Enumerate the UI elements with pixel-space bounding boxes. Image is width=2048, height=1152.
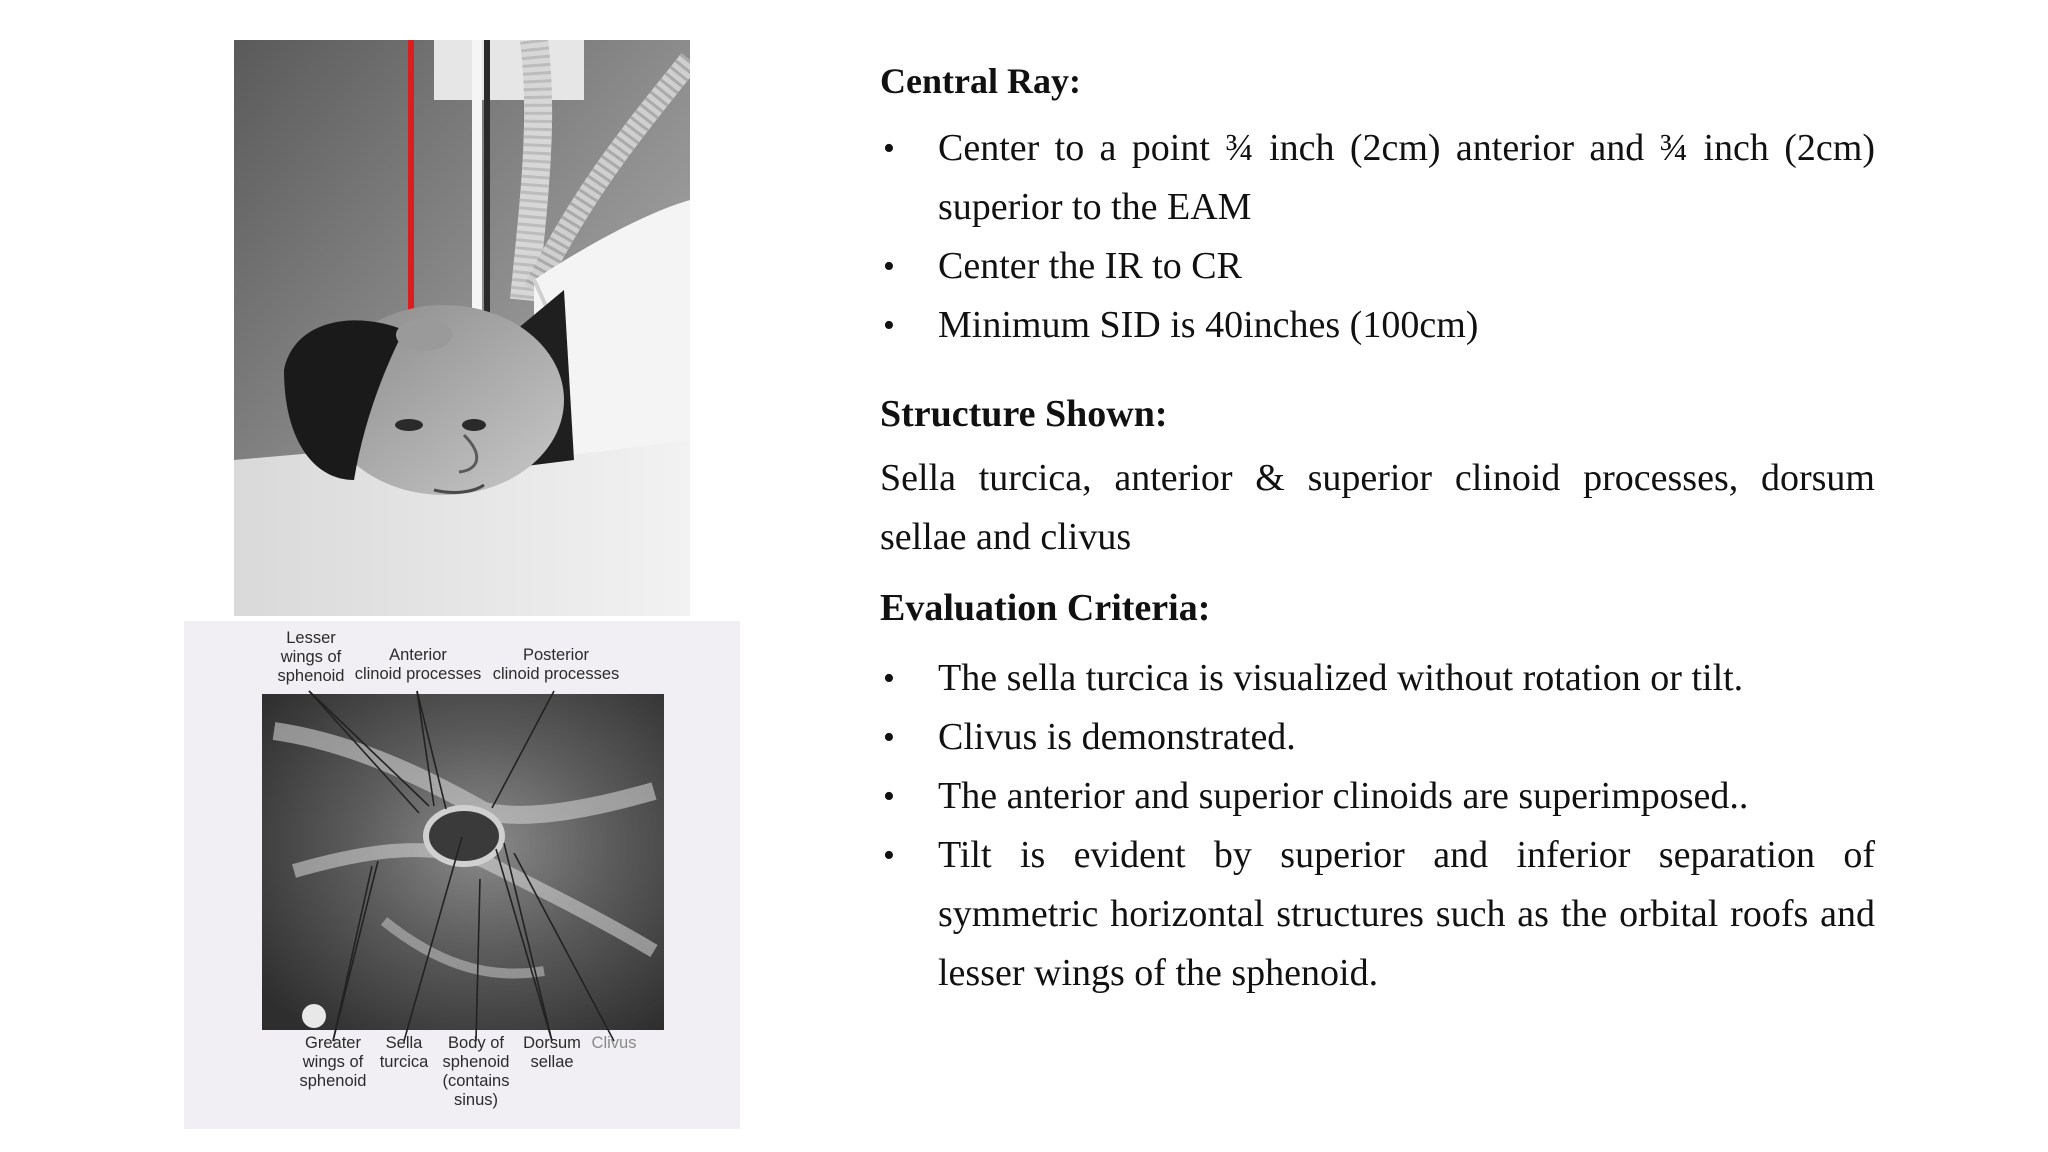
list-item bbox=[880, 296, 1875, 355]
list-item-text: Clivus is demonstrated. bbox=[938, 716, 1296, 758]
structure-shown-heading: Structure Shown: bbox=[880, 393, 1168, 435]
list-item bbox=[880, 119, 1875, 237]
label-posterior-clinoid: Posterior clinoid processes bbox=[492, 646, 620, 683]
structure-shown-section bbox=[880, 391, 1875, 567]
bullet-icon: • bbox=[883, 307, 895, 344]
bullet-icon: • bbox=[883, 837, 895, 874]
lateral-sella-radiograph bbox=[184, 621, 740, 1129]
list-item-text: Center to a point ¾ inch (2cm) anterior and ¾ inch (2cm) superior to the EAM bbox=[938, 127, 1875, 228]
label-clivus: Clivus bbox=[591, 1034, 637, 1052]
list-item bbox=[880, 708, 1875, 767]
label-anterior-clinoid: Anterior clinoid processes bbox=[354, 646, 482, 683]
label-dorsum-sellae: Dorsum sellae bbox=[523, 1034, 581, 1071]
list-item bbox=[880, 237, 1875, 296]
list-item bbox=[880, 649, 1875, 708]
bullet-icon: • bbox=[883, 719, 895, 756]
patient-position-photo bbox=[234, 40, 690, 616]
evaluation-criteria-section bbox=[880, 585, 1875, 1003]
bullet-icon: • bbox=[883, 660, 895, 697]
list-item bbox=[880, 826, 1875, 1003]
label-sella-turcica: Sella turcica bbox=[379, 1034, 429, 1071]
list-item-text: The sella turcica is visualized without rotation or tilt. bbox=[938, 657, 1744, 699]
structure-shown-text: Sella turcica, anterior & superior clinoid processes, dorsum sellae and clivus bbox=[880, 457, 1875, 558]
label-greater-wings: Greater wings of sphenoid bbox=[299, 1034, 367, 1090]
central-ray-section bbox=[880, 58, 1875, 355]
bullet-icon: • bbox=[883, 248, 895, 285]
bullet-icon: • bbox=[883, 778, 895, 815]
list-item bbox=[880, 767, 1875, 826]
label-body-of-sphenoid: Body of sphenoid (contains sinus) bbox=[442, 1034, 510, 1109]
bullet-icon: • bbox=[883, 130, 895, 167]
list-item-text: The anterior and superior clinoids are superimposed.. bbox=[938, 775, 1749, 817]
list-item-text: Center the IR to CR bbox=[938, 245, 1242, 287]
label-lesser-wings: Lesser wings of sphenoid bbox=[277, 629, 345, 685]
evaluation-criteria-list bbox=[880, 649, 1875, 1003]
patient-photo-illustration bbox=[234, 40, 690, 616]
central-ray-heading: Central Ray: bbox=[880, 61, 1081, 101]
evaluation-criteria-heading: Evaluation Criteria: bbox=[880, 587, 1211, 629]
list-item-text: Tilt is evident by superior and inferior separation of symmetric horizontal structures such as the orbital roofs and lesser wings of the sphenoid. bbox=[938, 834, 1875, 994]
central-ray-list bbox=[880, 119, 1875, 355]
positioning-notes bbox=[880, 58, 1875, 1003]
list-item-text: Minimum SID is 40inches (100cm) bbox=[938, 304, 1479, 346]
